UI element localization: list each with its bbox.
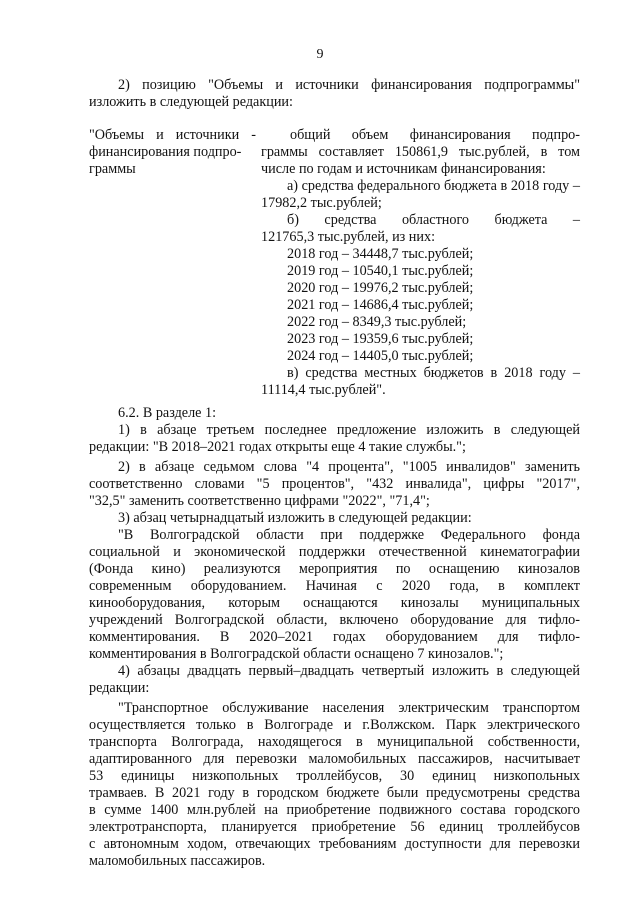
table-right-line: граммы составляет 150861,9 тыс.рублей, в том xyxy=(261,144,580,160)
section-line: 1) в абзаце третьем последнее предложение изложить в следующей xyxy=(118,422,580,438)
section-line: кинооборудования, которым оснащаются кинозалы муниципальных xyxy=(89,595,580,611)
table-right-line: 2018 год – 34448,7 тыс.рублей; xyxy=(287,246,474,262)
table-left-line: "Объемы и источники - xyxy=(89,127,256,143)
section-line: учреждений Волгоградской области, включено оборудование для тифло- xyxy=(89,612,580,628)
section-line: социальной и экономической поддержки отечественной кинематографии xyxy=(89,544,580,560)
section-line: осуществляется только в Волгограде и г.Волжском. Парк электрического xyxy=(89,717,580,733)
section-line: соответственно словами "5 процентов", "432 инвалида", цифры "2017", xyxy=(89,476,580,492)
item2-line2: изложить в следующей редакции: xyxy=(89,94,293,110)
table-right-line: 2020 год – 19976,2 тыс.рублей; xyxy=(287,280,474,296)
section-line: 6.2. В разделе 1: xyxy=(118,405,217,421)
section-line: с автономным ходом, отвечающих требованиям доступности для перевозки xyxy=(89,836,580,852)
table-right-line: б) средства областного бюджета – xyxy=(287,212,580,228)
section-line: электротранспорта, планируется приобретение 56 единиц троллейбусов xyxy=(89,819,580,835)
section-line: редакции: xyxy=(89,680,150,696)
table-right-line: общий объем финансирования подпро- xyxy=(290,127,580,143)
table-right-line: 11114,4 тыс.рублей". xyxy=(261,382,386,398)
section-line: маломобильных пассажиров. xyxy=(89,853,266,869)
section-line: адаптированного для перевозки маломобильных пассажиров, насчитывает xyxy=(89,751,580,767)
table-right-line: а) средства федерального бюджета в 2018 году – xyxy=(287,178,580,194)
section-line: (Фонда кино) реализуются мероприятия по оснащению кинозалов xyxy=(89,561,580,577)
table-left-line: финансирования подпро- xyxy=(89,144,242,160)
section-line: 3) абзац четырнадцатый изложить в следующей редакции: xyxy=(118,510,472,526)
table-right-line: 2022 год – 8349,3 тыс.рублей; xyxy=(287,314,467,330)
table-right-line: 17982,2 тыс.рублей; xyxy=(261,195,382,211)
table-right-line: 2021 год – 14686,4 тыс.рублей; xyxy=(287,297,474,313)
section-line: 4) абзацы двадцать первый–двадцать четвертый изложить в следующей xyxy=(118,663,580,679)
table-right-line: 2024 год – 14405,0 тыс.рублей; xyxy=(287,348,474,364)
section-line: трамваев. В 2021 году в городском бюджете были предусмотрены средства xyxy=(89,785,580,801)
table-left-line: граммы xyxy=(89,161,136,177)
section-line: 2) в абзаце седьмом слова "4 процента", "1005 инвалидов" заменить xyxy=(118,459,580,475)
table-right-line: в) средства местных бюджетов в 2018 году – xyxy=(287,365,580,381)
table-right-line: числе по годам и источникам финансирования: xyxy=(261,161,546,177)
section-line: "В Волгоградской области при поддержке Федерального фонда xyxy=(118,527,580,543)
section-line: "32,5" заменить соответственно цифрами "2022", "71,4"; xyxy=(89,493,430,509)
item2-line1: 2) позицию "Объемы и источники финансирования подпрограммы" xyxy=(118,77,580,93)
table-right-line: 2019 год – 10540,1 тыс.рублей; xyxy=(287,263,474,279)
section-line: комментирования в Волгоградской области оснащено 7 кинозалов."; xyxy=(89,646,504,662)
section-line: транспорта Волгограда, находящегося в муниципальной собственности, xyxy=(89,734,580,750)
table-right-line: 2023 год – 19359,6 тыс.рублей; xyxy=(287,331,474,347)
section-line: "Транспортное обслуживание населения электрическим транспортом xyxy=(118,700,580,716)
page-number: 9 xyxy=(316,47,324,62)
section-line: 53 единицы низкопольных троллейбусов, 30 единиц низкопольных xyxy=(89,768,580,784)
table-right-line: 121765,3 тыс.рублей, из них: xyxy=(261,229,436,245)
section-line: современным оборудованием. Начиная с 2020 года, в комплект xyxy=(89,578,580,594)
section-line: в сумме 1400 млн.рублей на приобретение подвижного состава городского xyxy=(89,802,580,818)
section-line: комментирования. В 2020–2021 годах оборудованием для тифло- xyxy=(89,629,580,645)
section-line: редакции: "В 2018–2021 годах открыты еще 4 такие службы."; xyxy=(89,439,466,455)
